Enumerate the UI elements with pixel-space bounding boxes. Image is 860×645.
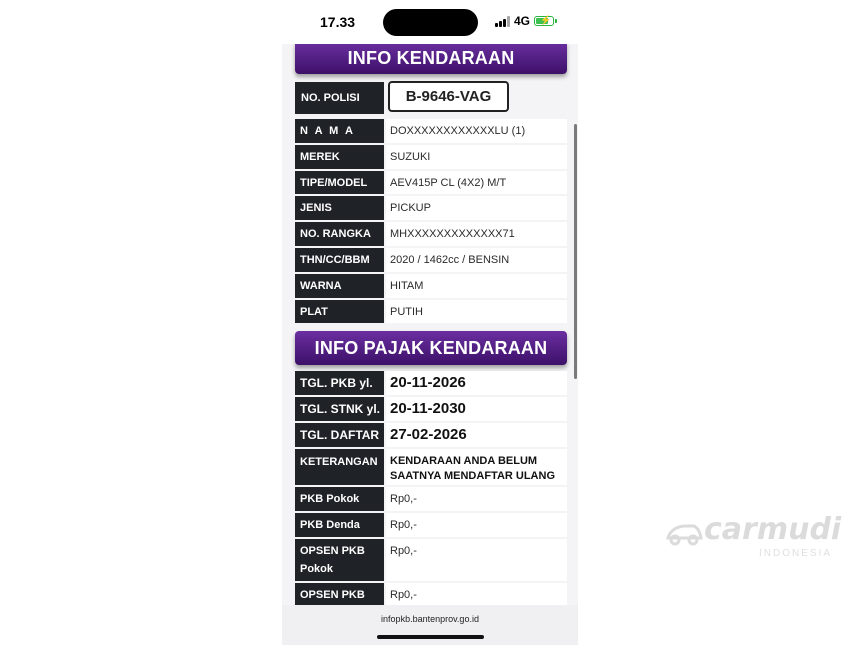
row-label: JENIS — [295, 196, 384, 220]
status-bar — [282, 0, 578, 44]
row-value: MHXXXXXXXXXXXXX71 — [384, 222, 567, 246]
table-row — [295, 449, 567, 487]
row-value: HITAM — [384, 274, 567, 298]
table-row — [295, 171, 567, 197]
plate-label: NO. POLISI — [295, 82, 384, 114]
tax-info-table — [295, 371, 567, 605]
section-title-info-kendaraan: INFO KENDARAAN — [295, 44, 567, 74]
row-value: Rp0,- — [384, 583, 567, 605]
row-label: N A M A — [295, 119, 384, 143]
row-label: PLAT — [295, 300, 384, 324]
row-label: WARNA — [295, 274, 384, 298]
row-label: NO. RANGKA — [295, 222, 384, 246]
car-logo-icon — [664, 518, 704, 548]
table-row — [295, 248, 567, 274]
table-row — [295, 222, 567, 248]
row-label: MEREK — [295, 145, 384, 169]
table-row — [295, 487, 567, 513]
table-row — [295, 145, 567, 171]
row-value: KENDARAAN ANDA BELUM SAATNYA MENDAFTAR ULANG — [384, 449, 567, 485]
home-indicator[interactable] — [377, 635, 484, 639]
table-row — [295, 274, 567, 300]
row-label: TGL. PKB yl. — [295, 371, 384, 395]
table-row — [295, 583, 567, 605]
scrollbar[interactable] — [574, 124, 577, 379]
row-value: PUTIH — [384, 300, 567, 324]
row-value: Rp0,- — [384, 513, 567, 537]
row-label: KETERANGAN — [295, 449, 384, 485]
watermark-sub: INDONESIA — [759, 548, 833, 559]
vehicle-info-table — [295, 119, 567, 325]
row-value: Rp0,- — [384, 539, 567, 581]
row-label: PKB Denda — [295, 513, 384, 537]
row-label: TGL. DAFTAR — [295, 423, 384, 447]
plate-row — [295, 80, 567, 116]
battery-charging-icon: ⚡ — [534, 16, 554, 26]
watermark — [664, 512, 854, 562]
table-row — [295, 300, 567, 326]
row-label: OPSEN PKB Pokok — [295, 539, 384, 581]
watermark-brand: carmudi — [704, 512, 842, 547]
web-content[interactable] — [282, 44, 578, 605]
page — [295, 44, 567, 605]
row-value: PICKUP — [384, 196, 567, 220]
status-time: 17.33 — [320, 14, 356, 30]
table-row — [295, 513, 567, 539]
row-value: SUZUKI — [384, 145, 567, 169]
row-value: DOXXXXXXXXXXXXLU (1) — [384, 119, 567, 143]
row-label: TIPE/MODEL — [295, 171, 384, 195]
table-row — [295, 371, 567, 397]
row-label: TGL. STNK yl. — [295, 397, 384, 421]
row-value: AEV415P CL (4X2) M/T — [384, 171, 567, 195]
row-value: Rp0,- — [384, 487, 567, 511]
row-value: 2020 / 1462cc / BENSIN — [384, 248, 567, 272]
row-value: 20-11-2026 — [384, 371, 567, 395]
browser-bottom-bar — [282, 605, 578, 645]
network-type: 4G — [514, 14, 531, 28]
dynamic-island — [383, 9, 478, 36]
section-title-info-pajak: INFO PAJAK KENDARAAN — [295, 331, 567, 365]
row-value: 20-11-2030 — [384, 397, 567, 421]
row-label: OPSEN PKB — [295, 583, 384, 605]
table-row — [295, 196, 567, 222]
signal-icon — [495, 16, 510, 27]
table-row — [295, 423, 567, 449]
table-row — [295, 119, 567, 145]
address-bar-url[interactable]: infopkb.bantenprov.go.id — [381, 614, 479, 624]
row-value: 27-02-2026 — [384, 423, 567, 447]
row-label: PKB Pokok — [295, 487, 384, 511]
table-row — [295, 397, 567, 423]
row-label: THN/CC/BBM — [295, 248, 384, 272]
table-row — [295, 539, 567, 583]
plate-number: B-9646-VAG — [388, 81, 509, 112]
